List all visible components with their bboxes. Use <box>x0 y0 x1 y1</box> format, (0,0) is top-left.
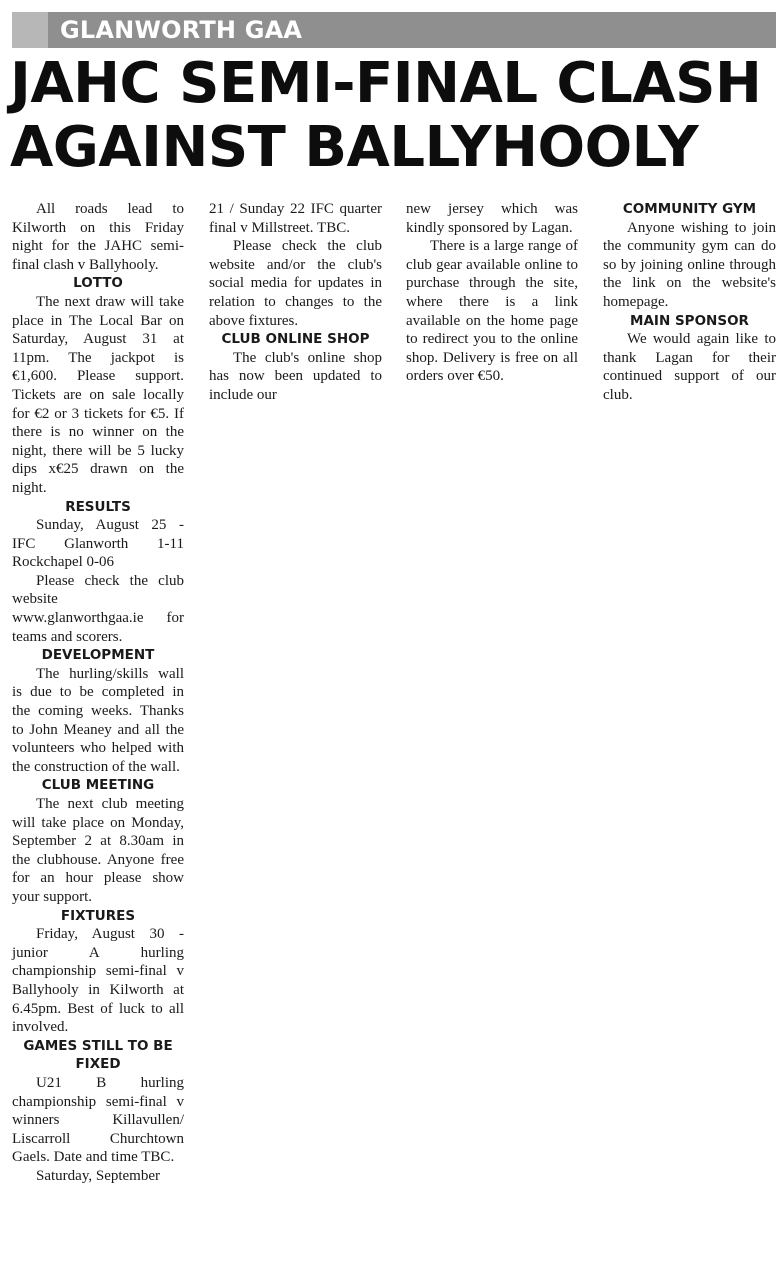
column-4 <box>603 200 776 405</box>
results-paragraph-1: Sunday, August 25 - IFC Glanworth 1-11 Rockchapel 0-06 <box>12 517 184 571</box>
column-1 <box>12 200 184 1185</box>
games-still-paragraph-2-end: 21 / Sunday 22 IFC quarter final v Millstreet. TBC. <box>209 201 382 236</box>
club-meeting-heading: CLUB MEETING <box>41 777 155 794</box>
section-kicker <box>12 12 776 48</box>
kicker-text: GLANWORTH GAA <box>60 16 303 44</box>
games-still-heading: GAMES STILL TO BE FIXED <box>23 1037 173 1073</box>
games-still-paragraph-2-start: Saturday, September <box>36 1167 160 1184</box>
games-still-paragraph-3: Please check the club website and/or the club's social media for updates in relation to changes to the above fixtures. <box>209 238 382 329</box>
lotto-heading: LOTTO <box>73 275 123 292</box>
shop-paragraph-1-end: new jersey which was kindly sponsored by Lagan. <box>406 201 578 236</box>
development-heading: DEVELOPMENT <box>41 647 155 664</box>
kicker-square-mark <box>12 12 48 48</box>
column-2 <box>209 200 382 405</box>
lotto-paragraph: The next draw will take place in The Local Bar on Saturday, August 31 at 11pm. The jackpot is €1,600. Please support. Tickets are on sale locally for €2 or 3 tickets for €5. If there is no winner on the night, there will be 5 lucky dips x€25 drawn on the night. <box>12 293 184 496</box>
fixtures-paragraph: Friday, August 30 - junior A hurling championship semi-final v Ballyhooly in Kilworth at 6.45pm. Best of luck to all involved. <box>12 926 184 1036</box>
shop-paragraph-2: There is a large range of club gear available online to purchase through the site, where there is a link available on the home page to redirect you to the online shop. Delivery is free on all orders over €50. <box>406 238 578 385</box>
shop-paragraph-1-start: The club's online shop has now been updated to include our <box>209 349 382 403</box>
column-3 <box>406 200 578 386</box>
gym-heading: COMMUNITY GYM <box>622 201 757 217</box>
headline: JAHC SEMI-FINAL CLASH AGAINST BALLYHOOLY <box>10 51 762 180</box>
sponsor-paragraph: We would again like to thank Lagan for their continued support of our club. <box>603 331 776 403</box>
results-heading: RESULTS <box>65 498 131 515</box>
intro-paragraph: All roads lead to Kilworth on this Friday night for the JAHC semi-final clash v Ballyhooly. <box>12 201 184 273</box>
sponsor-heading: MAIN SPONSOR <box>630 312 749 329</box>
club-meeting-paragraph: The next club meeting will take place on Monday, September 2 at 8.30am in the clubhouse. Anyone free for an hour please show your support. <box>12 796 184 905</box>
fixtures-heading: FIXTURES <box>60 907 136 924</box>
shop-heading: CLUB ONLINE SHOP <box>221 331 370 348</box>
results-paragraph-2: Please check the club website www.glanworthgaa.ie for teams and scorers. <box>12 572 184 645</box>
games-still-paragraph-1: U21 B hurling championship semi-final v winners Killavullen/ Liscarroll Churchtown Gaels. Date and time TBC. <box>12 1074 184 1166</box>
gym-paragraph: Anyone wishing to join the community gym can do so by joining online through the link on the website's homepage. <box>603 219 776 310</box>
development-paragraph: The hurling/skills wall is due to be completed in the coming weeks. Thanks to John Meaney and all the volunteers who helped with the construction of the wall. <box>12 665 184 775</box>
